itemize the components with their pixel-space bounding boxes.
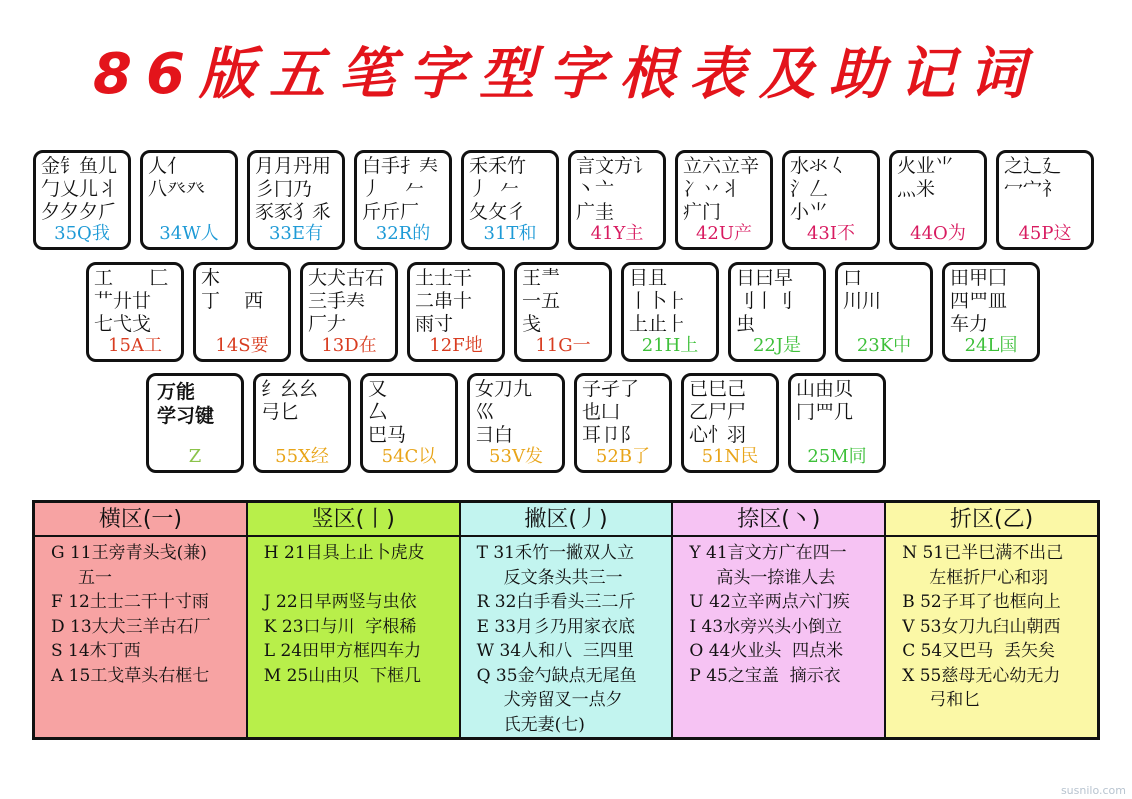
key-roots: 言文方讠 丶亠 广圭 [576,155,653,223]
column-header: 折区(乙) [886,503,1097,537]
key-label: 11G一 [535,335,591,356]
key-label: 34W人 [159,223,219,244]
key-23k [835,262,933,362]
key-label: 14S要 [215,335,269,356]
column-mnemonics: Y 41言文方广在四一 高头一捺谁人去 U 42立辛两点六门疾 I 43水旁兴头小倒立 O 44火业头 四点米 P 45之宝盖 摘示衣 [689,543,850,686]
key-label: 41Y主 [590,223,644,244]
key-42u [675,150,773,250]
key-roots: 金钅鱼儿 勹乂儿丬 夕夕夕𠂆 [41,155,118,223]
key-z [146,373,244,473]
key-roots: 王龶 一五 戋 [522,267,561,335]
key-roots: 月月丹用 彡冂乃 豕豕犭乑 [255,155,332,223]
key-33e [247,150,345,250]
key-label: 25M同 [807,446,867,467]
column-header: 竖区(丨) [248,503,459,537]
key-label: 51N民 [701,446,759,467]
column-header: 横区(一) [35,503,246,537]
key-35q [33,150,131,250]
key-label: Z [188,446,202,467]
key-label: 21H上 [641,335,699,356]
key-roots: 之辶廴 冖宀礻 [1004,155,1062,200]
key-label: 33E有 [268,223,324,244]
key-32r [354,150,452,250]
key-25m [788,373,886,473]
key-22j [728,262,826,362]
key-roots: 口 川川 [843,267,882,312]
key-roots: 万能 学习键 [157,381,215,427]
key-52b [574,373,672,473]
key-label: 15A工 [108,335,162,356]
table-column [248,503,461,737]
key-15a [86,262,184,362]
key-label: 53V发 [489,446,543,467]
key-roots: 女刀九 巛 彐白 [475,378,533,446]
key-label: 12F地 [429,335,483,356]
column-header: 撇区(丿) [461,503,672,537]
table-column [461,503,674,737]
key-label: 42U产 [695,223,753,244]
key-label: 31T和 [483,223,537,244]
column-mnemonics: H 21目具上止卜虎皮 J 22日早两竖与虫依 K 23口与川 字根稀 L 24田甲方框四车力 M 25山由贝 下框几 [263,543,425,686]
key-label: 52B了 [595,446,651,467]
key-51n [681,373,779,473]
key-13d [300,262,398,362]
key-label: 22J是 [752,335,802,356]
key-11g [514,262,612,362]
key-label: 35Q我 [54,223,110,244]
key-31t [461,150,559,250]
key-roots: 人亻 八癶癶 [148,155,206,200]
key-12f [407,262,505,362]
key-roots: 子孑了 也凵 耳卩阝 [582,378,640,446]
key-roots: 纟幺幺 弓匕 [261,378,319,423]
key-roots: 禾禾竹 丿 𠂉 夂攵彳 [469,155,527,223]
page-title: 86版五笔字型字根表及助记词 [93,42,1039,107]
key-label: 32R的 [375,223,431,244]
key-21h [621,262,719,362]
key-label: 44O为 [910,223,966,244]
key-label: 13D在 [321,335,377,356]
key-label: 55X经 [275,446,329,467]
table-column [35,503,248,737]
key-roots: 又 厶 巴马 [368,378,407,446]
key-roots: 白手扌𡗗 丿 𠂉 斤斤厂 [362,155,439,223]
key-41y [568,150,666,250]
key-34w [140,150,238,250]
key-roots: 水氺𡿨 氵𠃋 小⺌ [790,155,848,223]
key-roots: 工 匚 艹廾廿 七弋戈 [94,267,169,335]
key-label: 43I不 [806,223,855,244]
key-roots: 日曰早 刂丨刂 虫 [736,267,794,335]
key-roots: 已巳己 乙尸尸 心忄羽 [689,378,747,446]
key-roots: 目且 丨卜⺊ 上止⺊ [629,267,687,335]
key-label: 24L国 [964,335,1018,356]
key-45p [996,150,1094,250]
key-roots: 木 丁 西 [201,267,264,312]
key-14s [193,262,291,362]
key-44o [889,150,987,250]
key-54c [360,373,458,473]
key-roots: 火业⺌ 灬米 [897,155,955,200]
table-column [673,503,886,737]
key-roots: 大犬古石 三手𡗗 厂𠂇 [308,267,385,335]
key-roots: 田甲囗 四罒皿 车力 [950,267,1008,335]
key-24l [942,262,1040,362]
key-53v [467,373,565,473]
key-label: 45P这 [1018,223,1072,244]
column-mnemonics: T 31禾竹一撇双人立 反文条头共三一 R 32白手看头三二斤 E 33月彡乃用家衣底 W 34人和八 三四里 Q 35金勺缺点无尾鱼 犬旁留叉一点夕 氏无妻(七) [476,543,637,735]
mnemonic-table [32,500,1100,740]
column-mnemonics: N 51已半巳满不出己 左框折尸心和羽 B 52子耳了也框向上 V 53女刀九臼山朝西 C 54又巴马 丢矢矣 X 55慈母无心幼无力 弓和匕 [902,543,1064,710]
key-roots: 立六立辛 冫丷丬 疒门 [683,155,760,223]
key-label: 23K中 [856,335,912,356]
watermark: susnilo.com [1060,784,1126,797]
column-header: 捺区(丶) [673,503,884,537]
key-roots: 山由贝 冂罒几 [796,378,854,423]
key-roots: 土士干 二串十 雨寸 [415,267,473,335]
table-column [886,503,1097,737]
column-mnemonics: G 11王旁青头戋(兼) 五一 F 12土士二干十寸雨 D 13大犬三羊古石厂 S 14木丁西 A 15工戈草头右框七 [51,543,211,686]
key-55x [253,373,351,473]
key-43i [782,150,880,250]
key-label: 54C以 [381,446,437,467]
